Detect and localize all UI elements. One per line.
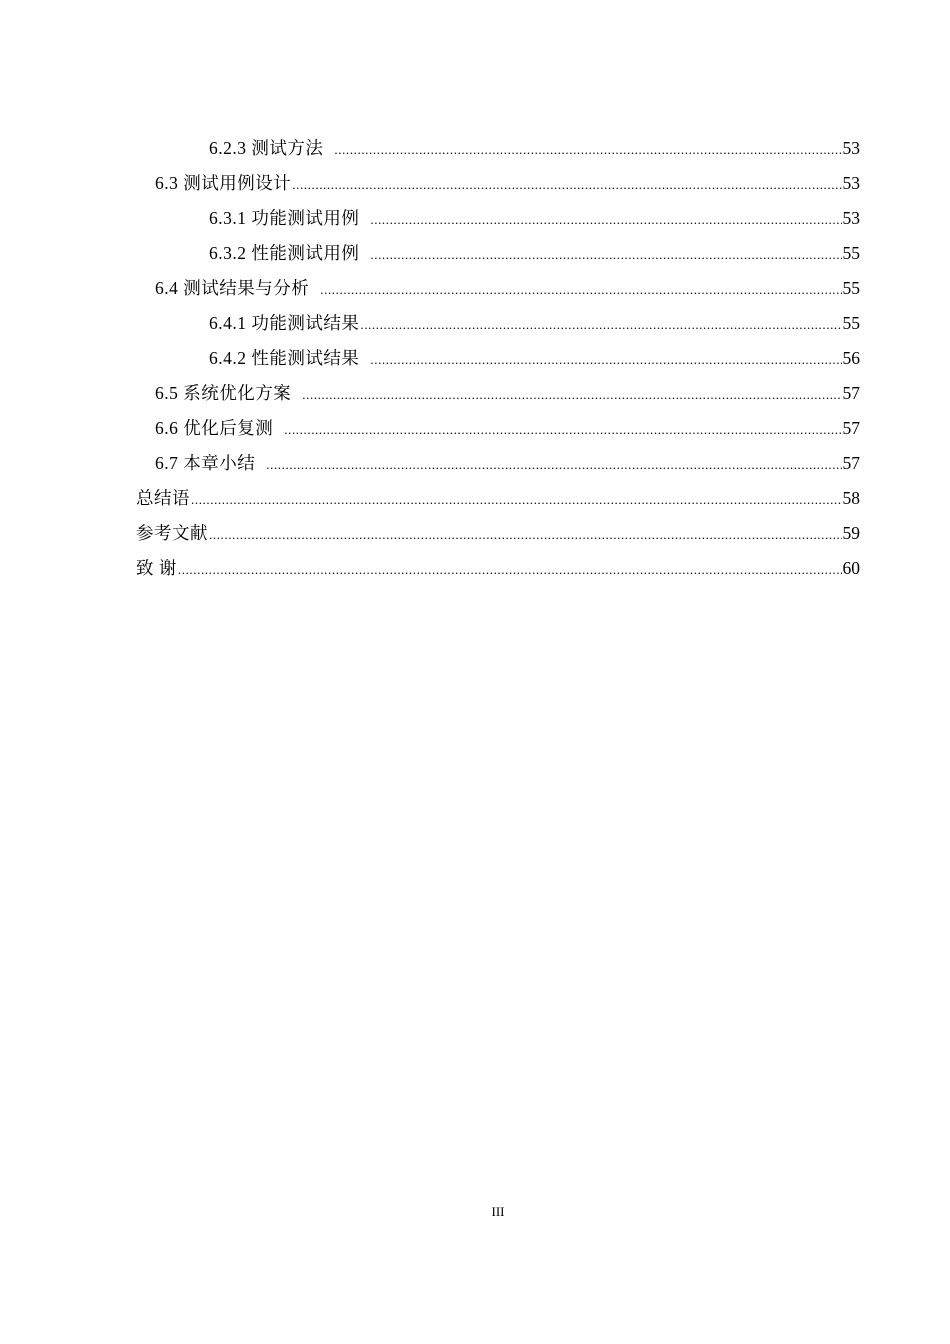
toc-entry[interactable]	[136, 481, 860, 516]
toc-entry-page-number: 56	[842, 348, 860, 368]
toc-dot-leader	[370, 237, 841, 272]
toc-dot-leader	[370, 342, 841, 377]
toc-entry-title: 6.5 系统优化方案	[155, 383, 292, 403]
toc-entry-page-number: 55	[842, 243, 860, 263]
toc-dot-leader	[334, 132, 841, 167]
toc-entry-page-number: 53	[842, 208, 860, 228]
toc-entry-page-number: 60	[842, 558, 860, 578]
toc-entry-page-number: 57	[842, 418, 860, 438]
toc-entry-page-number: 59	[842, 523, 860, 543]
toc-entry[interactable]	[136, 376, 860, 411]
toc-dot-leader	[191, 482, 842, 517]
toc-entry-page-number: 58	[842, 488, 860, 508]
toc-entry-page-number: 55	[842, 278, 860, 298]
toc-entry-title: 6.7 本章小结	[155, 453, 256, 473]
toc-entry-title: 6.4.2 性能测试结果	[209, 348, 360, 368]
toc-entry[interactable]	[136, 341, 860, 376]
toc-entry-page-number: 57	[842, 453, 860, 473]
toc-entry-title: 参考文献	[136, 523, 208, 543]
toc-dot-leader	[370, 202, 841, 237]
toc-entry[interactable]	[136, 131, 860, 166]
toc-entry-title: 总结语	[136, 488, 190, 508]
toc-entry-title: 6.3.1 功能测试用例	[209, 208, 360, 228]
toc-dot-leader	[360, 307, 841, 342]
toc-entry[interactable]	[136, 446, 860, 481]
toc-dot-leader	[320, 272, 841, 307]
toc-entry[interactable]	[136, 271, 860, 306]
toc-entry-page-number: 55	[842, 313, 860, 333]
toc-dot-leader	[266, 447, 841, 482]
page-number: III	[491, 1204, 505, 1219]
toc-entry[interactable]	[136, 306, 860, 341]
toc-entry-title: 6.4.1 功能测试结果	[209, 313, 360, 333]
toc-entry[interactable]	[136, 551, 860, 586]
toc-entry[interactable]	[136, 236, 860, 271]
toc-entry-page-number: 53	[842, 138, 860, 158]
table-of-contents	[136, 131, 860, 586]
toc-dot-leader	[178, 552, 842, 587]
toc-entry-title: 致 谢	[136, 558, 177, 578]
toc-entry-title: 6.4 测试结果与分析	[155, 278, 310, 298]
toc-entry[interactable]	[136, 166, 860, 201]
toc-dot-leader	[284, 412, 841, 447]
toc-entry-title: 6.3.2 性能测试用例	[209, 243, 360, 263]
toc-entry[interactable]	[136, 411, 860, 446]
toc-dot-leader	[209, 517, 842, 552]
toc-entry-title: 6.3 测试用例设计	[155, 173, 292, 193]
toc-entry[interactable]	[136, 201, 860, 236]
toc-dot-leader	[302, 377, 841, 412]
toc-entry-page-number: 57	[842, 383, 860, 403]
toc-dot-leader	[292, 167, 841, 202]
toc-entry-page-number: 53	[842, 173, 860, 193]
toc-entry-title: 6.6 优化后复测	[155, 418, 274, 438]
toc-entry-title: 6.2.3 测试方法	[209, 138, 324, 158]
toc-entry[interactable]	[136, 516, 860, 551]
